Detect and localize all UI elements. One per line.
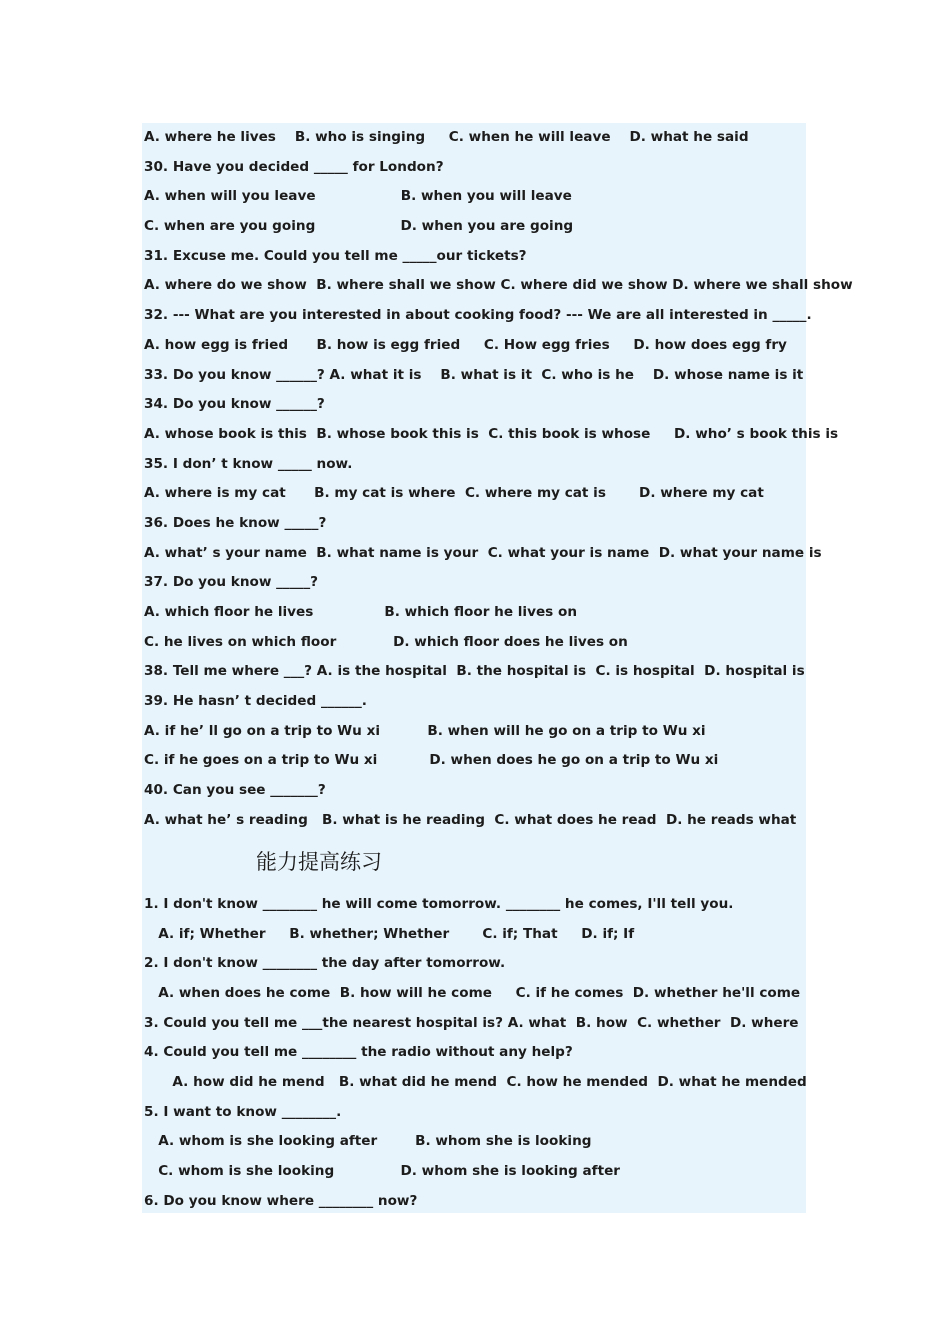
question-31: 31. Excuse me. Could you tell me _____our tickets? [144,248,527,264]
question-6: 6. Do you know where ________ now? [144,1193,418,1209]
option-line: A. whom is she looking after B. whom she is looking [144,1133,592,1149]
option-line: C. he lives on which floor D. which floor does he lives on [144,634,628,650]
question-36: 36. Does he know _____? [144,515,327,531]
option-line: A. what he’ s reading B. what is he reading C. what does he read D. he reads what [144,812,797,828]
question-38: 38. Tell me where ___? A. is the hospital B. the hospital is C. is hospital D. hospital is [144,663,805,679]
question-5: 5. I want to know ________. [144,1104,342,1120]
option-line: C. whom is she looking D. whom she is looking after [144,1163,620,1179]
question-2: 2. I don't know ________ the day after tomorrow. [144,955,506,971]
option-line: A. how did he mend B. what did he mend C. how he mended D. what he mended [144,1074,807,1090]
option-line: C. when are you going D. when you are going [144,218,574,234]
question-35: 35. I don’ t know _____ now. [144,456,353,472]
question-32: 32. --- What are you interested in about cooking food? --- We are all interested in _____. [144,307,812,323]
question-30: 30. Have you decided _____ for London? [144,159,444,175]
option-line: A. where he lives B. who is singing C. when he will leave D. what he said [144,129,749,145]
option-line: A. where is my cat B. my cat is where C. where my cat is D. where my cat [144,485,764,501]
question-39: 39. He hasn’ t decided ______. [144,693,367,709]
question-33: 33. Do you know ______? A. what it is B. what is it C. who is he D. whose name is it [144,367,804,383]
option-line: A. if; Whether B. whether; Whether C. if; That D. if; If [144,926,635,942]
option-line: A. where do we show B. where shall we show C. where did we show D. where we shall show [144,277,853,293]
section-heading: 能力提高练习 [256,850,382,874]
option-line: A. when does he come B. how will he come C. if he comes D. whether he'll come [144,985,801,1001]
option-line: A. when will you leave B. when you will leave [144,188,572,204]
option-line: C. if he goes on a trip to Wu xi D. when does he go on a trip to Wu xi [144,752,719,768]
option-line: A. how egg is fried B. how is egg fried C. How egg fries D. how does egg fry [144,337,787,353]
question-34: 34. Do you know ______? [144,396,325,412]
question-4: 4. Could you tell me ________ the radio without any help? [144,1044,573,1060]
question-37: 37. Do you know _____? [144,574,318,590]
question-40: 40. Can you see _______? [144,782,326,798]
option-line: A. which floor he lives B. which floor he lives on [144,604,578,620]
option-line: A. if he’ ll go on a trip to Wu xi B. when will he go on a trip to Wu xi [144,723,706,739]
option-line: A. what’ s your name B. what name is your C. what your is name D. what your name is [144,545,822,561]
option-line: A. whose book is this B. whose book this is C. this book is whose D. who’ s book this is [144,426,839,442]
question-3: 3. Could you tell me ___the nearest hospital is? A. what B. how C. whether D. where [144,1015,799,1031]
question-1: 1. I don't know ________ he will come tomorrow. ________ he comes, I'll tell you. [144,896,734,912]
